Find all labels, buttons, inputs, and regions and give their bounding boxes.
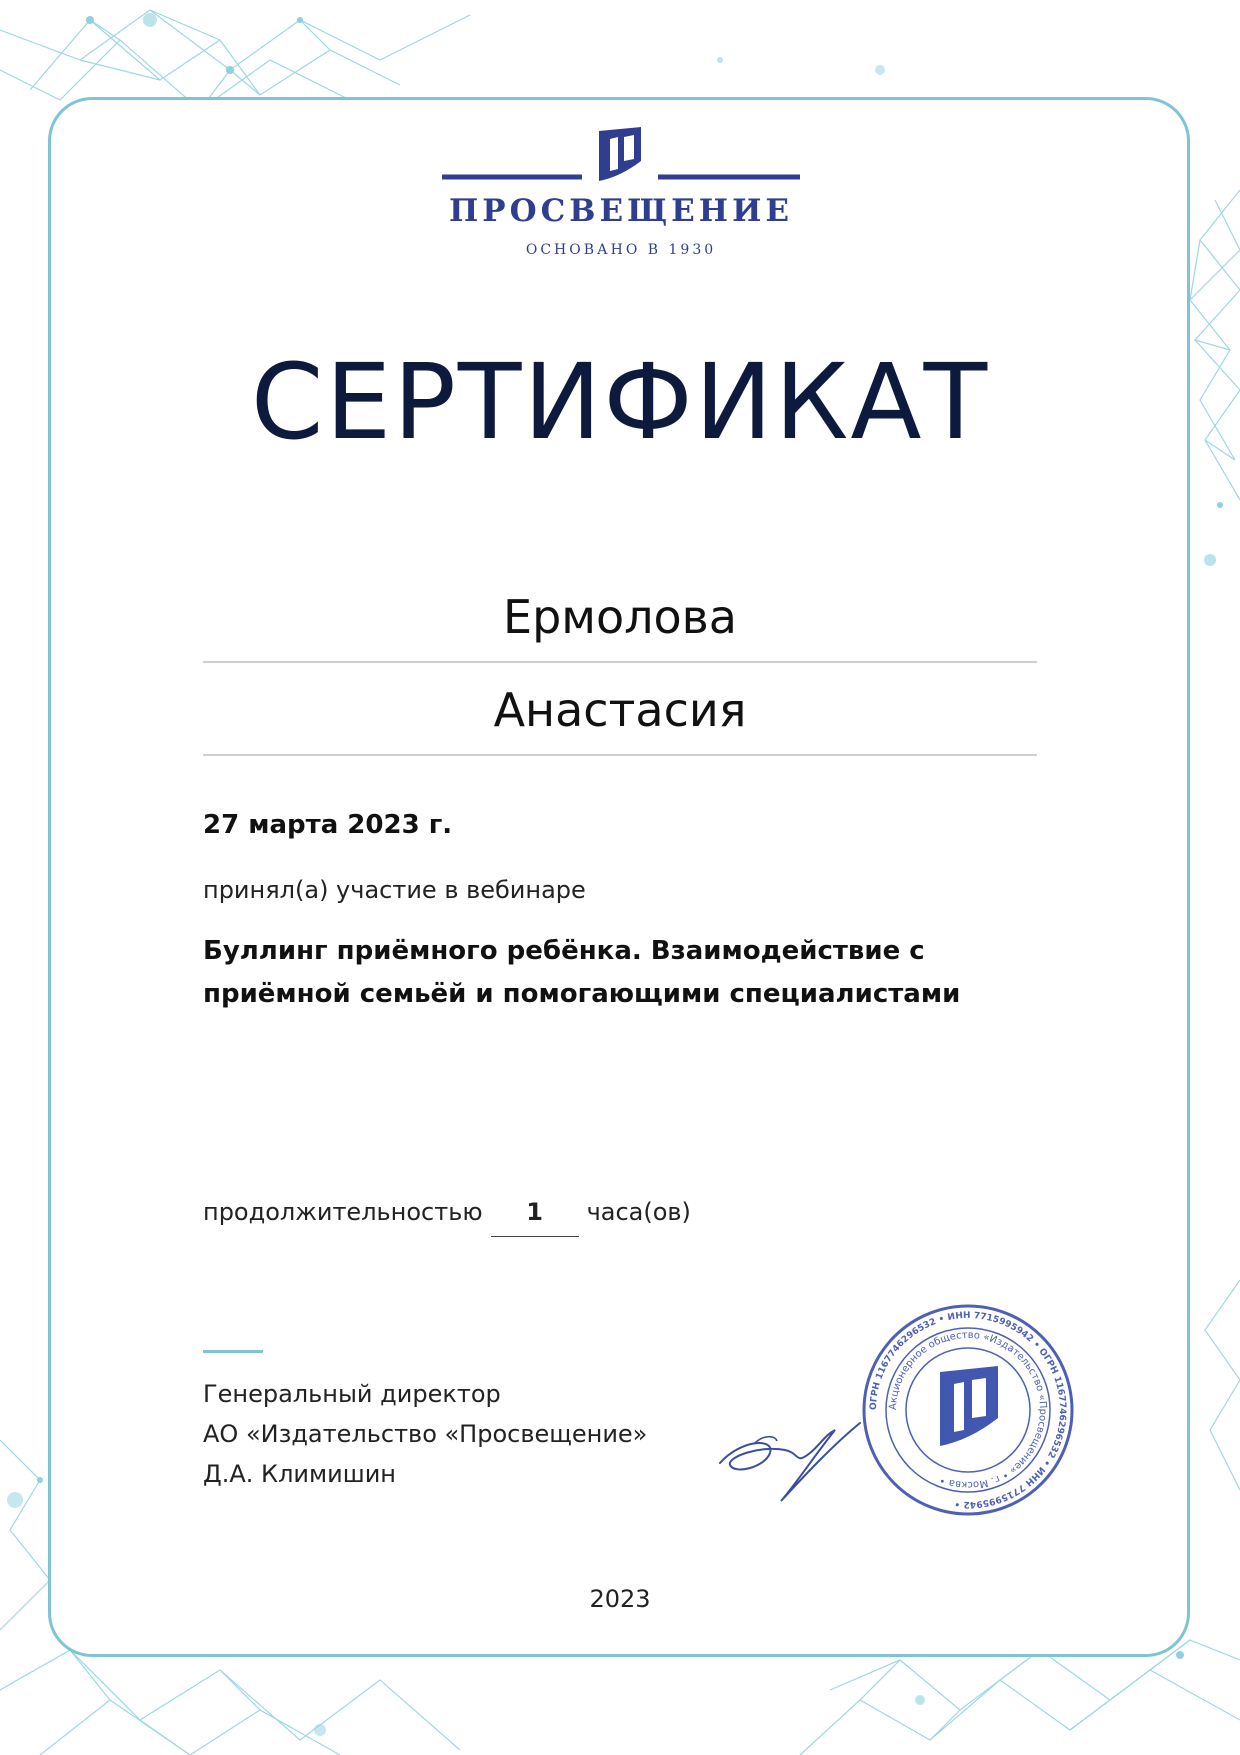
duration-hours: 1 [491, 1198, 579, 1237]
signatory-name: Д.А. Климишин [203, 1460, 396, 1488]
signatory-organization: АО «Издательство «Просвещение» [203, 1420, 648, 1448]
name-underline-1 [203, 661, 1037, 663]
stamp-outer-text: ОГРН 1167746296532 • ИНН 7715995942 • ОГРН 1167746296532 • ИНН 7715995942 • [868, 1310, 1068, 1510]
logo-wordmark: ПРОСВЕЩЕНИЕ [448, 193, 793, 229]
name-underline-2 [203, 754, 1037, 756]
certificate-title: СЕРТИФИКАТ [250, 341, 990, 463]
signatory-position: Генеральный директор [203, 1380, 501, 1408]
signatory-block [203, 1374, 647, 1494]
recipient-first-name: Анастасия [493, 683, 747, 737]
company-stamp [858, 1300, 1078, 1520]
event-date: 27 марта 2023 г. [203, 810, 453, 840]
stamp-emblem-icon [940, 1366, 998, 1446]
certificate-year: 2023 [589, 1585, 651, 1613]
stamp-inner-text: Акционерное общество «Издательство «Просвещение» • г. Москва • [887, 1329, 1049, 1491]
recipient-last-name: Ермолова [503, 590, 737, 644]
duration-suffix: часа(ов) [586, 1198, 691, 1226]
logo-subtitle: ОСНОВАНО В 1930 [525, 242, 717, 258]
webinar-title: Буллинг приёмного ребёнка. Взаимодействие с приёмной семьёй и помогающими специалистами [203, 936, 961, 1009]
duration-line [203, 1198, 691, 1237]
publisher-logo [440, 125, 802, 265]
accent-line [203, 1350, 263, 1353]
participation-text: принял(а) участие в вебинаре [203, 876, 586, 904]
duration-prefix: продолжительностью [203, 1198, 483, 1226]
logo-emblem-icon [440, 125, 802, 185]
handwritten-signature [715, 1395, 865, 1505]
